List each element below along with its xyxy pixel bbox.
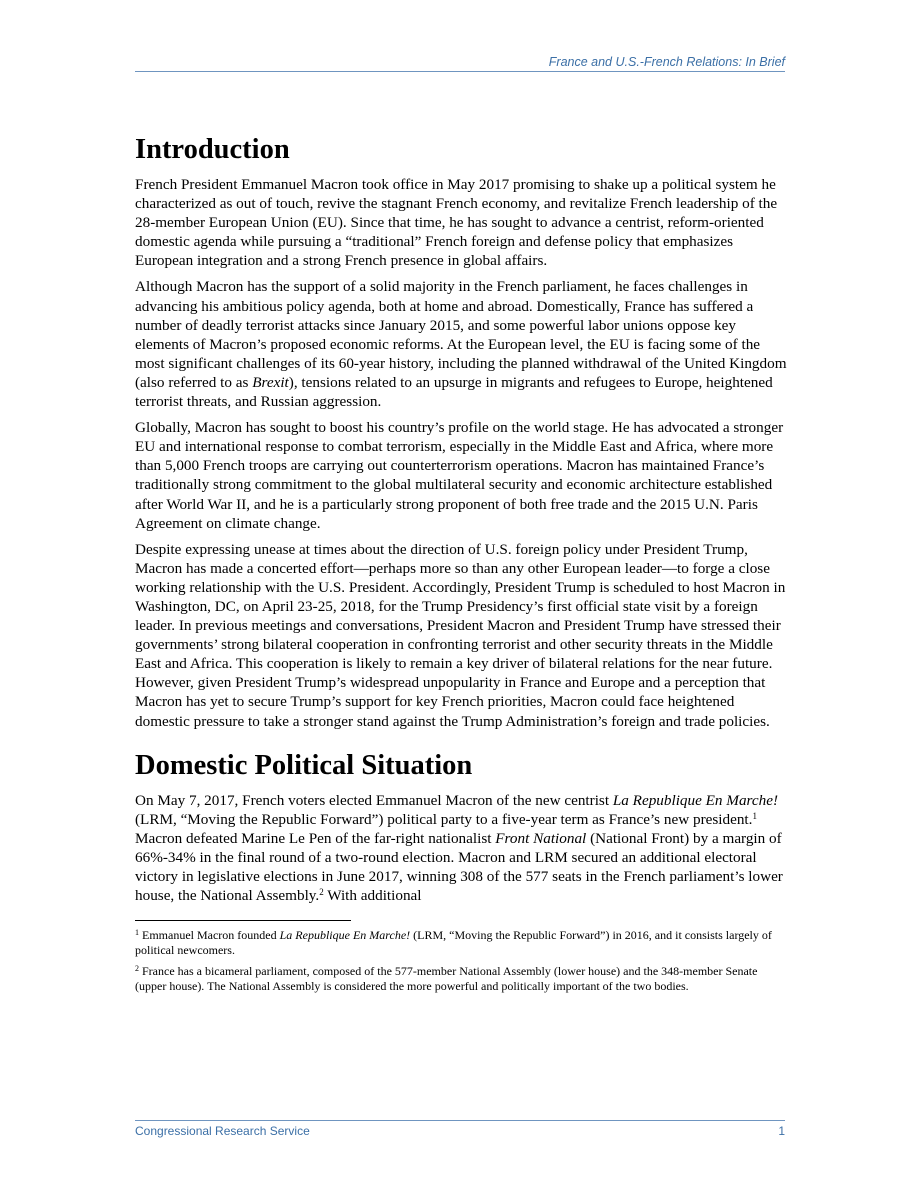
intro-paragraph-1: French President Emmanuel Macron took office in May 2017 promising to shake up a political system he characterized as out of touch, revive the stagnant French economy, and revitalize French leadership of the 28-member European Union (EU). Since that time, he has sought to advance a centrist, reform-oriented domestic agenda while pursuing a “traditional” French foreign and defense policy that emphasizes European integration and a strong French presence in global affairs. (135, 176, 778, 270)
footnote-1: $^1$ Emmanuel Macron founded La Republique En Marche! (LRM, “Moving the Republic Forward”) in 2016, and it consists largely of political newcomers. (135, 928, 772, 958)
footnote-divider (135, 920, 351, 921)
footnote-2: $^2$ France has a bicameral parliament, composed of the 577-member National Assembly (lower house) and the 348-member Senate (upper house). The National Assembly is considered the more powerful and politically important of the two bodies. (135, 963, 758, 993)
intro-paragraph-2: Although Macron has the support of a solid majority in the French parliament, he faces challenges in advancing his ambitious policy agenda, both at home and abroad. Domestically, France has suffered a number of deadly terrorist attacks since January 2015, and some powerful labor unions oppose key elements of Macron’s proposed economic reforms. At the European level, the EU is facing some of the most significant challenges of its 60-year history, including the planned withdrawal of the United Kingdom (also referred to as Brexit), tensions related to an upsurge in migrants and refugees to Europe, heightened terrorist threats, and Russian aggression. (135, 278, 787, 411)
running-header (135, 55, 785, 72)
running-footer (135, 1120, 785, 1138)
section-heading-introduction: Introduction (135, 134, 290, 165)
page-body (135, 133, 787, 999)
domestic-paragraph-1: On May 7, 2017, French voters elected Emmanuel Macron of the new centrist La Republique En Marche! (LRM, “Moving the Republic Forward”) political party to a five-year term as France’s new president.$^1$ Macron defeated Marine Le Pen of the far-right nationalist Front National (National Front) by a margin of 66%-34% in the final round of a two-round election. Macron and LRM secured an additional electoral victory in legislative elections in June 2017, winning 308 of the 577 seats in the French parliament’s lower house, the National Assembly.$^2$ With additional (135, 791, 783, 905)
intro-paragraph-3: Globally, Macron has sought to boost his country’s profile on the world stage. He has advocated a stronger EU and international response to combat terrorism, especially in the Middle East and Africa, where more than 5,000 French troops are carrying out counterterrorism operations. Macron has maintained France’s traditionally strong commitment to the global multilateral security and economic architecture established after World War II, and he is a particularly strong proponent of both free trade and the 2015 U.N. Paris Agreement on climate change. (135, 419, 784, 532)
page-number: 1 (778, 1124, 785, 1138)
footer-organization: Congressional Research Service (135, 1124, 310, 1138)
footnote-ref-2[interactable]: 2 (319, 887, 324, 898)
footnote-ref-1[interactable]: 1 (752, 810, 757, 821)
section-heading-domestic: Domestic Political Situation (135, 749, 473, 781)
intro-paragraph-4: Despite expressing unease at times about the direction of U.S. foreign policy under President Trump, Macron has made a concerted effort—perhaps more so than any other European leader—to forge a close working relationship with the U.S. President. Accordingly, President Trump is scheduled to host Macron in Washington, DC, on April 23-25, 2018, for the Trump Presidency’s first official state visit by a foreign leader. In previous meetings and conversations, President Macron and President Trump have stressed their governments’ strong bilateral cooperation in confronting terrorist and other security threats in the Middle East and Africa. This cooperation is likely to remain a key driver of bilateral relations for the near future. However, given President Trump’s widespread unpopularity in France and Europe and a perception that Macron has yet to secure Trump’s support for key French priorities, Macron could face heightened domestic pressure to take a stronger stand against the Trump Administration’s foreign and trade policies. (135, 540, 786, 730)
running-header-title: France and U.S.-French Relations: In Brief (548, 55, 785, 69)
